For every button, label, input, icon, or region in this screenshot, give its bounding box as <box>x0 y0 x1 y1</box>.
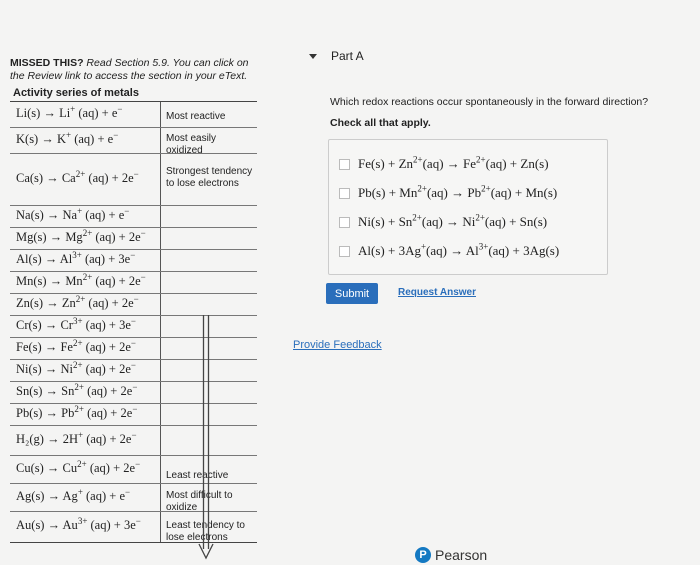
ion-charge: 2+ <box>72 337 83 348</box>
ion-charge: + <box>66 129 72 140</box>
ion-charge: 3+ <box>77 515 88 526</box>
series-reaction: $Ca(s) \to Ca^{2+}$ (aq) + 2e− <box>16 168 139 185</box>
choice-option[interactable] <box>339 213 547 231</box>
product-2: Mn(s) <box>525 185 558 200</box>
ion: Cr <box>60 318 73 332</box>
ion-charge: 2+ <box>75 168 86 179</box>
metal: Mn(s) <box>16 274 47 288</box>
metal: Sn(s) <box>16 384 43 398</box>
product-1: Ni <box>462 214 476 229</box>
caret-down-icon[interactable] <box>309 54 317 59</box>
metal: Zn(s) <box>16 296 44 310</box>
metal: Au(s) <box>16 518 45 532</box>
series-reaction: $Pb(s) \to Pb^{2+}$ (aq) + 2e− <box>16 403 138 420</box>
note-strongest-tendency: Strongest tendency to lose electrons <box>166 166 253 189</box>
metal: Mg(s) <box>16 230 47 244</box>
series-row <box>10 228 257 250</box>
provide-feedback-link[interactable]: Provide Feedback <box>293 339 382 351</box>
product-1-charge: 2+ <box>476 154 486 165</box>
question-text: Which redox reactions occur spontaneously in the forward direction? <box>330 96 649 108</box>
ion: Mg <box>65 230 83 244</box>
ion-charge: 2+ <box>82 227 93 238</box>
metal: Fe(s) <box>16 340 42 354</box>
choice-option[interactable] <box>339 184 557 202</box>
activity-series-table <box>10 101 257 543</box>
note-least-tendency: Least tendency to lose electrons <box>166 520 245 543</box>
metal: Ca(s) <box>16 171 44 185</box>
reactant-2: 3Ag <box>398 243 421 258</box>
ion: Au <box>62 518 78 532</box>
product-1: Pb <box>467 185 482 200</box>
series-reaction: $Sn(s) \to Sn^{2+}$ (aq) + 2e− <box>16 381 138 398</box>
ion-charge: 3+ <box>72 249 82 260</box>
series-reaction: H₂(g) → 2H+ (aq) + 2e− <box>16 429 137 446</box>
choice-option[interactable] <box>339 155 549 173</box>
series-reaction: Li(s) → Li+ (aq) + e− <box>16 103 123 120</box>
choice-option[interactable] <box>339 242 559 260</box>
reactant-2-charge: + <box>420 241 427 252</box>
series-reaction: $Cu(s) \to Cu^{2+}$ (aq) + 2e− <box>16 458 141 475</box>
choice-checkbox[interactable] <box>339 159 350 170</box>
choices-box <box>328 139 608 275</box>
product-1: Al <box>465 243 479 258</box>
pearson-name: Pearson <box>435 547 488 563</box>
ion-charge: 2+ <box>77 458 87 469</box>
series-reaction: $Fe(s) \to Fe^{2+}$ (aq) + 2e− <box>16 337 136 354</box>
series-row <box>10 272 257 294</box>
note-most-reactive: Most reactive <box>166 111 226 122</box>
pearson-logo-icon: P <box>415 547 431 563</box>
electrons: 3e <box>118 252 131 266</box>
metal: Pb(s) <box>16 406 43 420</box>
ion: Mn <box>65 274 83 288</box>
instruction-text: Check all that apply. <box>330 117 431 129</box>
electrons: 2e <box>119 340 131 354</box>
ion: Sn <box>61 384 75 398</box>
electrons: 2e <box>120 384 133 398</box>
product-1-charge: 2+ <box>481 183 491 194</box>
metal: K(s) <box>16 132 39 146</box>
ion: Na <box>62 208 78 222</box>
metal: Ag(s) <box>16 489 45 503</box>
missed-this-text: Read Section 5.9. You can click on the Review link to access the section in your eText. <box>10 57 249 82</box>
note-most-easily-oxidized: Most easily oxidized <box>166 133 217 156</box>
ion-charge: 2+ <box>74 403 84 414</box>
choice-checkbox[interactable] <box>339 246 350 257</box>
series-reaction: Ag(s) → Ag+ (aq) + e− <box>16 486 131 503</box>
choice-checkbox[interactable] <box>339 217 350 228</box>
ion-charge: + <box>77 486 83 497</box>
ion-charge: 2+ <box>72 359 83 370</box>
ion-charge: + <box>77 205 83 216</box>
product-1-charge: 3+ <box>478 241 489 252</box>
product-2: Zn(s) <box>520 156 549 171</box>
metal: Al(s) <box>16 252 42 266</box>
part-a-header[interactable] <box>309 49 364 63</box>
series-row <box>10 426 257 456</box>
ion: Fe <box>60 340 73 354</box>
series-reaction: $Mn(s) \to Mn^{2+}$ (aq) + 2e− <box>16 271 146 288</box>
ion-charge: + <box>78 429 84 440</box>
series-row <box>10 360 257 382</box>
ion: Ni <box>60 362 73 376</box>
electrons: 2e <box>121 296 134 310</box>
note-most-difficult: Most difficult to oxidize <box>166 490 233 513</box>
product-2: Sn(s) <box>519 214 548 229</box>
reactant-2-charge: 2+ <box>417 183 427 194</box>
series-row <box>10 338 257 360</box>
electrons: e <box>111 106 118 120</box>
electrons: 2e <box>120 406 133 420</box>
reactant-1: Ni(s) <box>358 214 385 229</box>
electrons: 2e <box>119 362 131 376</box>
electrons: 2e <box>123 461 136 475</box>
note-least-reactive: Least reactive <box>166 470 229 481</box>
ion-charge: 3+ <box>72 315 83 326</box>
ion: 2H <box>62 432 78 446</box>
reactant-1: Al(s) <box>358 243 385 258</box>
double-down-arrow-icon <box>198 315 214 560</box>
electrons: 2e <box>128 274 141 288</box>
choice-checkbox[interactable] <box>339 188 350 199</box>
ion: Pb <box>61 406 75 420</box>
metal: Cu(s) <box>16 461 44 475</box>
activity-series-title: Activity series of metals <box>13 87 139 99</box>
product-1-charge: 2+ <box>475 212 485 223</box>
ion: Ca <box>61 171 76 185</box>
submit-button[interactable]: Submit <box>326 283 378 304</box>
ion: Cu <box>62 461 78 475</box>
missed-this-notice <box>10 57 260 83</box>
ion: K <box>56 132 66 146</box>
electrons: e <box>118 208 125 222</box>
ion-charge: 2+ <box>75 293 86 304</box>
choice-reaction: $Fe(s) + Zn^{2+}(aq) \to Fe^{2+}(aq) + Zn(s)$ <box>358 154 549 171</box>
ion: Al <box>59 252 73 266</box>
pearson-brand <box>415 547 487 563</box>
electrons: 2e <box>128 230 141 244</box>
electrons: 3e <box>119 318 131 332</box>
metal: Ni(s) <box>16 362 42 376</box>
metal: Li(s) <box>16 106 41 120</box>
metal: H₂(g) <box>16 432 44 446</box>
reactant-2: Sn <box>398 214 413 229</box>
series-row <box>10 250 257 272</box>
series-row <box>10 316 257 338</box>
reactant-2-charge: 2+ <box>413 154 423 165</box>
choice-reaction: $Al(s) + 3Ag^+(aq) \to Al^{3+}(aq) + 3Ag(s)$ <box>358 241 560 258</box>
series-reaction: $Au(s) \to Au^{3+}$ (aq) + 3e− <box>16 515 141 532</box>
reactant-2-charge: 2+ <box>412 212 422 223</box>
reactant-2: Zn <box>398 156 414 171</box>
choice-reaction: $Ni(s) + Sn^{2+}(aq) \to Ni^{2+}(aq) + Sn(s)$ <box>358 212 548 229</box>
ion-charge: 2+ <box>74 381 84 392</box>
ion: Li <box>59 106 71 120</box>
electrons: 2e <box>121 171 134 185</box>
choice-reaction: $Pb(s) + Mn^{2+}(aq) \to Pb^{2+}(aq) + Mn(s)$ <box>358 183 558 200</box>
series-row <box>10 382 257 404</box>
electrons: e <box>119 489 126 503</box>
series-reaction: Na(s) → Na+ (aq) + e− <box>16 205 130 222</box>
part-a-label: Part A <box>331 49 364 63</box>
series-reaction: $Cr(s) \to Cr^{3+}$ (aq) + 3e− <box>16 315 136 332</box>
reactant-1: Pb(s) <box>358 185 386 200</box>
ion: Zn <box>61 296 76 310</box>
product-1: Fe <box>463 156 477 171</box>
electrons: e <box>107 132 114 146</box>
series-row <box>10 404 257 426</box>
reactant-2: Mn <box>399 185 418 200</box>
series-row <box>10 206 257 228</box>
ion-charge: 2+ <box>82 271 93 282</box>
series-reaction: $Zn(s) \to Zn^{2+}$ (aq) + 2e− <box>16 293 139 310</box>
reactant-1: Fe(s) <box>358 156 385 171</box>
ion-charge: + <box>70 103 76 114</box>
series-reaction: $Mg(s) \to Mg^{2+}$ (aq) + 2e− <box>16 227 146 244</box>
series-reaction: K(s) → K+ (aq) + e− <box>16 129 119 146</box>
series-reaction: $Ni(s) \to Ni^{2+}$ (aq) + 2e− <box>16 359 136 376</box>
series-row <box>10 294 257 316</box>
product-2: 3Ag(s) <box>523 243 560 258</box>
request-answer-link[interactable]: Request Answer <box>398 287 476 298</box>
ion: Ag <box>62 489 78 503</box>
series-reaction: $Al(s) \to Al^{3+}$ (aq) + 3e− <box>16 249 136 266</box>
missed-this-label: MISSED THIS? <box>10 57 84 69</box>
metal: Na(s) <box>16 208 44 222</box>
metal: Cr(s) <box>16 318 42 332</box>
electrons: 3e <box>123 518 136 532</box>
electrons: 2e <box>119 432 132 446</box>
